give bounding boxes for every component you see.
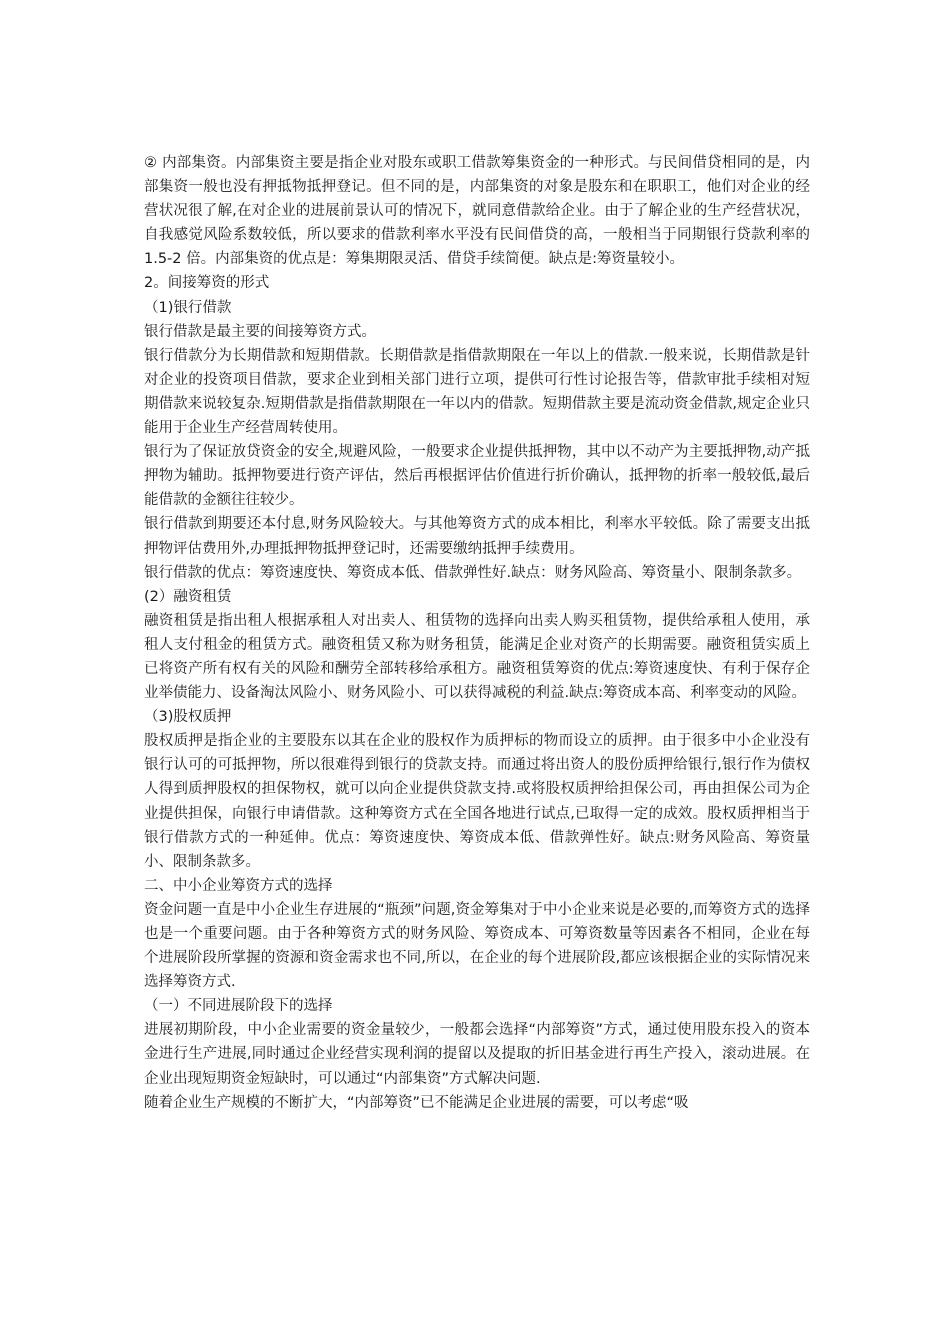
paragraph-sme-financing-choice: 资金问题一直是中小企业生存进展的“瓶颈”问题,资金筹集对于中小企业来说是必要的,而筹资方式的选择也是一个重要问题。由于各种筹资方式的财务风险、筹资成本、可筹资数量等因素各不相同，企业在每个进展阶段所掌握的资源和资金需求也不同,所以，在企业的每个进展阶段,都应该根据企业的实际情况来选择筹资方式.: [144, 901, 810, 991]
heading-financial-leasing: (2）融资租赁: [144, 588, 232, 605]
paragraph-equity-pledge: 股权质押是指企业的主要股东以其在企业的股权作为质押标的物而设立的质押。由于很多中小企业没有银行认可的可抵押物，所以很难得到银行的贷款支持。而通过将出资人的股份质押给银行,银行作为债权人得到质押股权的担保物权，就可以向企业提供贷款支持.或将股权质押给担保公司，再由担保公司为企业提供担保，向银行申请借款。这种筹资方式在全国各地进行试点,已取得一定的成效。股权质押相当于银行借款方式的一种延伸。优点：筹资速度快、筹资成本低、借款弹性好。缺点:财务风险高、筹资量小、限制条款多。: [144, 733, 810, 870]
heading-sme-financing-choice: 二、中小企业筹资方式的选择: [144, 877, 333, 894]
paragraph-internal-fundraising: ② 内部集资。内部集资主要是指企业对股东或职工借款筹集资金的一种形式。与民间借贷相同的是，内部集资一般也没有押抵物抵押登记。但不同的是，内部集资的对象是股东和在职职工，他们对企业的经营状况很了解,在对企业的进展前景认可的情况下，就同意借款给企业。由于了解企业的生产经营状况，自我感觉风险系数较低，所以要求的借款利率水平没有民间借贷的高，一般相当于同期银行贷款利率的 1.5-2 倍。内部集资的优点是：筹集期限灵活、借贷手续简便。缺点是:筹资量较小。: [144, 155, 810, 268]
paragraph-bank-loans-collateral: 银行为了保证放贷资金的安全,规避风险，一般要求企业提供抵押物，其中以不动产为主要抵押物,动产抵押物为辅助。抵押物要进行资产评估，然后再根据评估价值进行折价确认，抵押物的折率一般较低,最后能借款的金额往往较少。: [144, 444, 810, 509]
heading-equity-pledge: （3)股权质押: [144, 709, 232, 726]
paragraph-financial-leasing: 融资租赁是指出租人根据承租人对出卖人、租赁物的选择向出卖人购买租赁物，提供给承租人使用，承租人支付租金的租赁方式。融资租赁又称为财务租赁，能满足企业对资产的长期需要。融资租赁实质上已将资产所有权有关的风险和酬劳全部转移给承租方。融资租赁筹资的优点:筹资速度快、有利于保存企业举债能力、设备淘汰风险小、财务风险小、可以获得减税的利益.缺点:筹资成本高、利率变动的风险。: [144, 612, 810, 702]
document-page: [144, 151, 810, 1115]
heading-bank-loans: （1)银行借款: [144, 299, 232, 316]
paragraph-bank-loans-risk: 银行借款到期要还本付息,财务风险较大。与其他筹资方式的成本相比，利率水平较低。除了需要支出抵押物评估费用外,办理抵押物抵押登记时，还需要缴纳抵押手续费用。: [144, 516, 810, 557]
paragraph-early-stage: 进展初期阶段，中小企业需要的资金量较少，一般都会选择“内部筹资”方式，通过使用股东投入的资本金进行生产进展,同时通过企业经营实现利润的提留以及提取的折旧基金进行再生产投入，滚动进展。在企业出现短期资金短缺时，可以通过“内部集资”方式解决问题.: [144, 1022, 810, 1087]
paragraph-bank-loans-types: 银行借款分为长期借款和短期借款。长期借款是指借款期限在一年以上的借款.一般来说，长期借款是针对企业的投资项目借款，要求企业到相关部门进行立项，提供可行性讨论报告等，借款审批手续相对短期借款来说较复杂.短期借款是指借款期限在一年以内的借款。短期借款主要是流动资金借款,规定企业只能用于企业生产经营周转使用。: [144, 347, 810, 437]
heading-indirect-financing: 2。间接筹资的形式: [144, 275, 270, 292]
paragraph-bank-loans-intro: 银行借款是最主要的间接筹资方式。: [144, 323, 376, 340]
paragraph-expansion-stage: 随着企业生产规模的不断扩大，“内部筹资”已不能满足企业进展的需要，可以考虑“吸: [144, 1094, 689, 1111]
heading-development-stages: （一）不同进展阶段下的选择: [144, 998, 333, 1015]
paragraph-bank-loans-pros-cons: 银行借款的优点：筹资速度快、筹资成本低、借款弹性好.缺点：财务风险高、筹资量小、限制条款多。: [144, 564, 802, 581]
